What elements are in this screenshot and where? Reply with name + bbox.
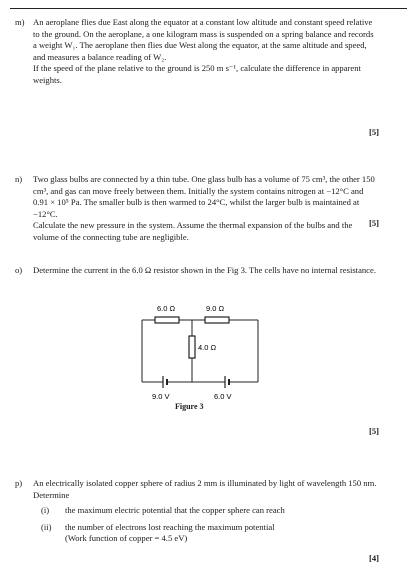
question-n <box>15 174 379 244</box>
cell-label: 6.0 V <box>214 392 232 401</box>
figure-caption: Figure 3 <box>175 402 204 411</box>
top-rule <box>10 8 407 9</box>
question-number: m) <box>15 17 25 27</box>
note: (Work function of copper = 4.5 eV) <box>65 533 188 544</box>
marks: [4] <box>368 553 379 563</box>
sub-questions <box>41 505 379 545</box>
resistor-label: 9.0 Ω <box>206 304 225 313</box>
marks: [5] <box>368 426 379 436</box>
circuit-diagram <box>130 298 270 418</box>
question-number: n) <box>15 174 23 184</box>
sub-question-text: the number of electrons lost reaching the maximum potential <box>65 521 275 532</box>
resistor-9-ohm <box>205 317 229 323</box>
question-text: Calculate the new pressure in the system. Assume the thermal expansion of the bulbs and the volume of the connecting tube are negligible. <box>33 220 353 242</box>
question-text: An electrically isolated copper sphere of radius 2 mm is illuminated by light of wavelength 150 nm. Determine <box>33 478 377 500</box>
question-number: p) <box>15 478 23 488</box>
marks: [5] <box>368 218 379 228</box>
resistor-4-ohm <box>189 336 195 358</box>
marks: [5] <box>368 127 379 137</box>
question-o <box>15 265 379 277</box>
question-text: Two glass bulbs are connected by a thin tube. One glass bulb has a volume of 75 cm³, the other 150 cm³, and gas can move freely between them. Initially the system contains nitrogen at −12°C and 0.91 × 10⁵ Pa. The smaller bulb is then warmed to 24°C, whilst the larger bulb is maintained at −12°C. <box>33 174 375 219</box>
question-number: o) <box>15 265 23 275</box>
question-p <box>15 478 379 545</box>
question-text: If the speed of the plane relative to the ground is 250 m s⁻¹, calculate the difference in apparent weights. <box>33 63 361 85</box>
sub-question <box>41 505 379 517</box>
sub-question-number: (i) <box>41 505 50 516</box>
question-text: Determine the current in the 6.0 Ω resistor shown in the Fig 3. The cells have no internal resistance. <box>33 265 376 275</box>
sub-question-text: the maximum electric potential that the copper sphere can reach <box>65 505 285 516</box>
cell-label: 9.0 V <box>152 392 170 401</box>
circuit-svg <box>130 298 270 418</box>
question-text: An aeroplane flies due East along the equator at a constant low altitude and constant speed relative to the ground. On the aeroplane, a one kilogram mass is suspended on a spring balance and records a weight W₁. The aeroplane then flies due West along the equator, at the same altitude and speed, and measures a balance reading of W₂. <box>33 17 374 62</box>
sub-question <box>41 522 379 534</box>
question-m <box>15 17 379 87</box>
resistor-6-ohm <box>155 317 179 323</box>
resistor-label: 4.0 Ω <box>198 343 217 352</box>
sub-question-number: (ii) <box>41 521 52 532</box>
resistor-label: 6.0 Ω <box>157 304 176 313</box>
